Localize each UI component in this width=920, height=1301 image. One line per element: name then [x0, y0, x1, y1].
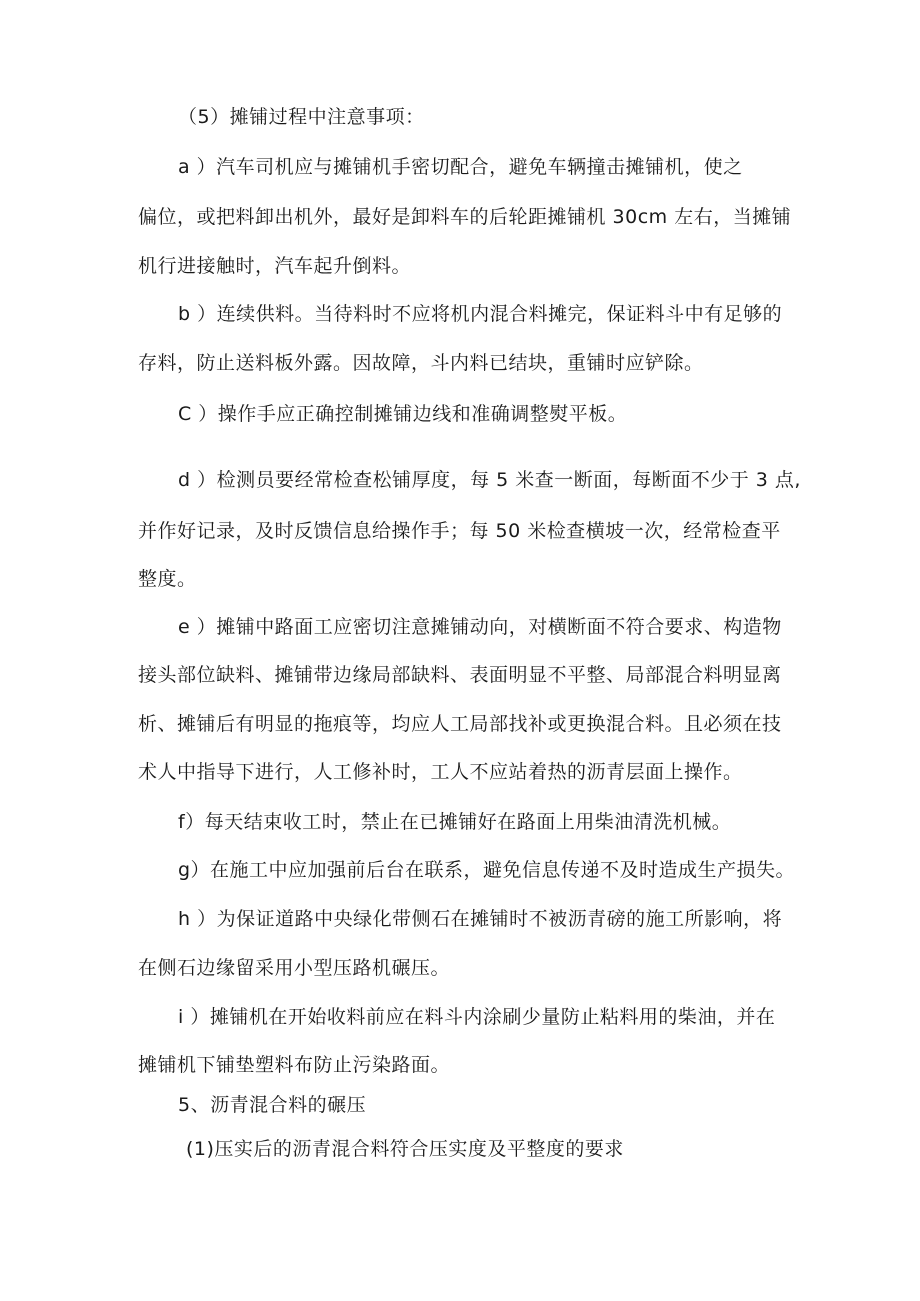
paragraph-a-line-2: 偏位，或把料卸出机外，最好是卸料车的后轮距摊铺机 30cm 左右，当摊铺 [138, 206, 792, 228]
paragraph-i-line-1: i ）摊铺机在开始收料前应在料斗内涂刷少量防止粘料用的柴油，并在 [178, 1006, 776, 1028]
paragraph-e-line-3: 析、摊铺后有明显的拖痕等，均应人工局部找补或更换混合料。且必须在技 [138, 713, 782, 735]
paragraph-b-line-1: b ）连续供料。当待料时不应将机内混合料摊完，保证料斗中有足够的 [178, 303, 783, 325]
paragraph-i-line-2: 摊铺机下铺垫塑料布防止污染路面。 [138, 1054, 451, 1076]
paragraph-d-line-1: d ）检测员要经常检查松铺厚度，每 5 米查一断面，每断面不少于 3 点, [178, 469, 801, 491]
paragraph-e-line-4: 术人中指导下进行，人工修补时，工人不应站着热的沥青层面上操作。 [138, 761, 743, 783]
heading-5-paving-notes: （5）摊铺过程中注意事项： [178, 106, 425, 128]
paragraph-f-line-1: f）每天结束收工时，禁止在已摊铺好在路面上用柴油清洗机械。 [178, 811, 732, 833]
paragraph-e-line-1: e ）摊铺中路面工应密切注意摊铺动向，对横断面不符合要求、构造物 [178, 616, 782, 638]
paragraph-d-line-3: 整度。 [138, 568, 197, 590]
paragraph-a-line-3: 机行进接触时，汽车起升倒料。 [138, 255, 412, 277]
paragraph-h-line-2: 在侧石边缘留采用小型压路机碾压。 [138, 957, 451, 979]
paragraph-d-line-2: 并作好记录，及时反馈信息给操作手；每 50 米检查横坡一次，经常检查平 [138, 520, 781, 542]
paragraph-g-line-1: g）在施工中应加强前后台在联系，避免信息传递不及时造成生产损失。 [178, 859, 796, 881]
section-5-heading: 5、沥青混合料的碾压 [178, 1094, 367, 1116]
paragraph-h-line-1: h ）为保证道路中央绿化带侧石在摊铺时不被沥青磅的施工所影响，将 [178, 908, 783, 930]
paragraph-c-line-1: C ）操作手应正确控制摊铺边线和准确调整熨平板。 [178, 403, 628, 425]
paragraph-b-line-2: 存料，防止送料板外露。因故障，斗内料已结块，重铺时应铲除。 [138, 352, 704, 374]
subsection-1-heading: (1)压实后的沥青混合料符合压实度及平整度的要求 [186, 1138, 624, 1160]
paragraph-e-line-2: 接头部位缺料、摊铺带边缘局部缺料、表面明显不平整、局部混合料明显离 [138, 664, 782, 686]
paragraph-a-line-1: a ）汽车司机应与摊铺机手密切配合，避免车辆撞击摊铺机，使之 [178, 156, 743, 178]
